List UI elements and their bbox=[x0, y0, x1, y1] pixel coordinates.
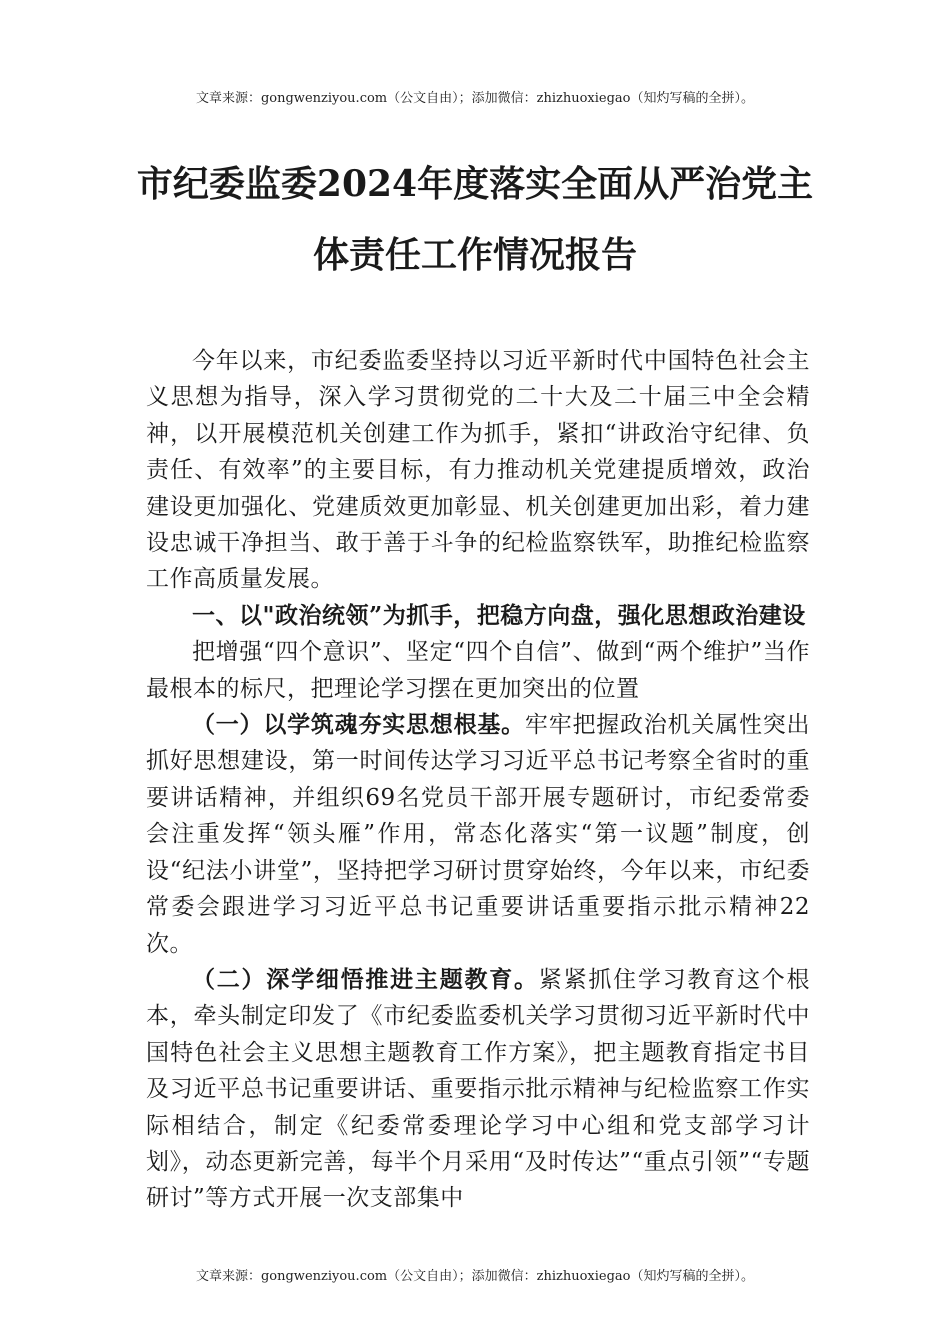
section-1-heading: 一、以"政治统领”为抓手，把稳方向盘，强化思想政治建设 bbox=[192, 601, 806, 629]
item-2-lead: （二）深学细悟推进主题教育。 bbox=[192, 965, 539, 993]
item-2-body: 紧紧抓住学习教育这个根本，牵头制定印发了《市纪委监委机关学习贯彻习近平新时代中国特色社会主义思想主题教育工作方案》，把主题教育指定书目及习近平总书记重要讲话、重要指示批示精神与纪检监察工作实际相结合，制定《纪委常委理论学习中心组和党支部学习计划》，动态更新完善，每半个月采用“及时传达”“重点引领”“专题研讨”等方式开展一次支部集中 bbox=[146, 966, 811, 1212]
item-2-paragraph bbox=[146, 962, 810, 1217]
document-body bbox=[146, 343, 810, 1217]
intro-paragraph: 今年以来，市纪委监委坚持以习近平新时代中国特色社会主义思想为指导，深入学习贯彻党的二十大及二十届三中全会精神，以开展模范机关创建工作为抓手，紧扣“讲政治守纪律、负责任、有效率”的主要目标，有力推动机关党建提质增效，政治建设更加强化、党建质效更加彰显、机关创建更加出彩，着力建设忠诚干净担当、敢于善于斗争的纪检监察铁军，助推纪检监察工作高质量发展。 bbox=[146, 348, 810, 593]
footer-source-note: 文章来源：gongwenziyou.com（公文自由）；添加微信：zhizhuoxiegao（知灼写稿的全拼）。 bbox=[195, 1269, 755, 1284]
section-1-lead-paragraph: 把增强“四个意识”、坚定“四个自信”、做到“两个维护”当作最根本的标尺，把理论学习摆在更加突出的位置 bbox=[146, 639, 810, 702]
item-1-paragraph bbox=[146, 707, 810, 962]
document-title-line-2: 体责任工作情况报告 bbox=[312, 234, 637, 276]
item-1-lead: （一）以学筑魂夯实思想根基。 bbox=[192, 711, 525, 739]
item-1-body: 牢牢把握政治机关属性突出抓好思想建设，第一时间传达学习习近平总书记考察全省时的重要讲话精神，并组织69名党员干部开展专题研讨，市纪委常委会注重发挥“领头雁”作用，常态化落实“第一议题”制度，创设“纪法小讲堂”，坚持把学习研讨贯穿始终，今年以来，市纪委常委会跟进学习习近平总书记重要讲话重要指示批示精神22次。 bbox=[146, 712, 811, 957]
document-title-line-1: 市纪委监委2024年度落实全面从严治党主 bbox=[136, 163, 814, 205]
header-source-note: 文章来源：gongwenziyou.com（公文自由）；添加微信：zhizhuoxiegao（知灼写稿的全拼）。 bbox=[195, 91, 755, 106]
